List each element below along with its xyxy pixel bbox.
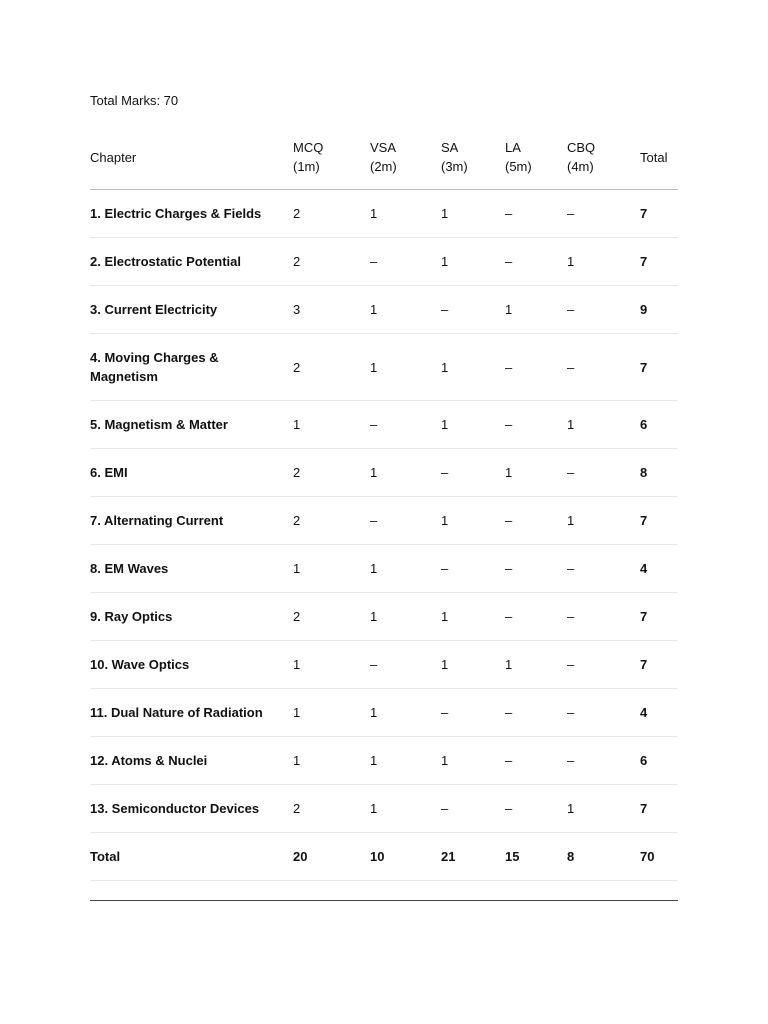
row-cbq: 1 <box>567 785 640 833</box>
row-chapter: 5. Magnetism & Matter <box>90 401 293 449</box>
row-chapter: 9. Ray Optics <box>90 593 293 641</box>
marks-distribution-table <box>90 125 678 881</box>
row-vsa: 1 <box>370 334 441 401</box>
header-cbq-name: CBQ <box>567 140 596 155</box>
row-chapter: 13. Semiconductor Devices <box>90 785 293 833</box>
totals-total: 70 <box>640 833 678 881</box>
header-mcq-name: MCQ <box>293 140 324 155</box>
row-sa: 1 <box>441 737 505 785</box>
row-la: – <box>505 593 567 641</box>
table-row <box>90 545 678 593</box>
row-sa: – <box>441 689 505 737</box>
row-total: 4 <box>640 689 678 737</box>
row-mcq: 3 <box>293 286 370 334</box>
row-chapter: 3. Current Electricity <box>90 286 293 334</box>
row-mcq: 2 <box>293 190 370 238</box>
table-row <box>90 449 678 497</box>
row-mcq: 1 <box>293 641 370 689</box>
row-chapter: 8. EM Waves <box>90 545 293 593</box>
header-mcq-marks: (1m) <box>293 159 320 174</box>
table-row <box>90 497 678 545</box>
row-la: – <box>505 785 567 833</box>
row-total: 7 <box>640 497 678 545</box>
row-sa: 1 <box>441 641 505 689</box>
header-la-marks: (5m) <box>505 159 532 174</box>
row-la: – <box>505 689 567 737</box>
row-chapter: 12. Atoms & Nuclei <box>90 737 293 785</box>
row-la: – <box>505 238 567 286</box>
header-vsa <box>370 125 441 190</box>
row-chapter: 10. Wave Optics <box>90 641 293 689</box>
row-sa: 1 <box>441 497 505 545</box>
header-vsa-name: VSA <box>370 140 397 155</box>
row-vsa: – <box>370 497 441 545</box>
row-la: 1 <box>505 641 567 689</box>
row-total: 7 <box>640 190 678 238</box>
row-chapter: 1. Electric Charges & Fields <box>90 190 293 238</box>
row-la: – <box>505 334 567 401</box>
marks-distribution-table-container <box>90 125 678 881</box>
row-vsa: 1 <box>370 737 441 785</box>
row-cbq: – <box>567 689 640 737</box>
row-la: – <box>505 497 567 545</box>
row-total: 9 <box>640 286 678 334</box>
table-row <box>90 593 678 641</box>
row-vsa: – <box>370 401 441 449</box>
row-total: 7 <box>640 593 678 641</box>
header-vsa-marks: (2m) <box>370 159 397 174</box>
row-vsa: 1 <box>370 449 441 497</box>
row-sa: 1 <box>441 401 505 449</box>
row-total: 7 <box>640 238 678 286</box>
totals-label: Total <box>90 833 293 881</box>
row-la: – <box>505 545 567 593</box>
row-chapter: 4. Moving Charges & Magnetism <box>90 334 293 401</box>
row-la: – <box>505 401 567 449</box>
row-cbq: – <box>567 593 640 641</box>
totals-la: 15 <box>505 833 567 881</box>
row-mcq: 1 <box>293 737 370 785</box>
row-sa: 1 <box>441 334 505 401</box>
row-cbq: – <box>567 190 640 238</box>
row-total: 6 <box>640 401 678 449</box>
row-sa: 1 <box>441 238 505 286</box>
table-row <box>90 334 678 401</box>
row-sa: 1 <box>441 190 505 238</box>
row-vsa: 1 <box>370 689 441 737</box>
bottom-divider <box>90 900 678 901</box>
row-mcq: 2 <box>293 785 370 833</box>
row-chapter: 2. Electrostatic Potential <box>90 238 293 286</box>
row-mcq: 1 <box>293 545 370 593</box>
row-vsa: 1 <box>370 286 441 334</box>
row-chapter: 11. Dual Nature of Radiation <box>90 689 293 737</box>
table-row <box>90 238 678 286</box>
header-sa-marks: (3m) <box>441 159 468 174</box>
header-chapter: Chapter <box>90 125 293 190</box>
totals-cbq: 8 <box>567 833 640 881</box>
table-row <box>90 190 678 238</box>
totals-row <box>90 833 678 881</box>
row-cbq: 1 <box>567 401 640 449</box>
table-header-row <box>90 125 678 190</box>
table-row <box>90 689 678 737</box>
row-la: 1 <box>505 286 567 334</box>
table-row <box>90 401 678 449</box>
row-mcq: 2 <box>293 334 370 401</box>
table-row <box>90 737 678 785</box>
header-total: Total <box>640 125 678 190</box>
row-sa: – <box>441 545 505 593</box>
row-cbq: 1 <box>567 497 640 545</box>
row-mcq: 1 <box>293 689 370 737</box>
header-cbq-marks: (4m) <box>567 159 594 174</box>
row-chapter: 7. Alternating Current <box>90 497 293 545</box>
row-sa: – <box>441 785 505 833</box>
row-la: 1 <box>505 449 567 497</box>
header-sa <box>441 125 505 190</box>
totals-vsa: 10 <box>370 833 441 881</box>
header-cbq <box>567 125 640 190</box>
row-sa: – <box>441 449 505 497</box>
row-vsa: 1 <box>370 593 441 641</box>
table-row <box>90 641 678 689</box>
totals-sa: 21 <box>441 833 505 881</box>
totals-mcq: 20 <box>293 833 370 881</box>
row-cbq: – <box>567 449 640 497</box>
row-total: 7 <box>640 641 678 689</box>
row-mcq: 1 <box>293 401 370 449</box>
header-mcq <box>293 125 370 190</box>
row-vsa: – <box>370 238 441 286</box>
row-mcq: 2 <box>293 593 370 641</box>
row-cbq: – <box>567 334 640 401</box>
table-row <box>90 286 678 334</box>
row-chapter: 6. EMI <box>90 449 293 497</box>
row-vsa: 1 <box>370 545 441 593</box>
row-vsa: 1 <box>370 785 441 833</box>
row-total: 8 <box>640 449 678 497</box>
row-sa: – <box>441 286 505 334</box>
row-la: – <box>505 190 567 238</box>
row-total: 4 <box>640 545 678 593</box>
row-cbq: – <box>567 286 640 334</box>
row-la: – <box>505 737 567 785</box>
row-total: 7 <box>640 334 678 401</box>
header-sa-name: SA <box>441 140 459 155</box>
row-cbq: – <box>567 641 640 689</box>
row-total: 7 <box>640 785 678 833</box>
row-cbq: – <box>567 545 640 593</box>
row-cbq: 1 <box>567 238 640 286</box>
total-marks-label: Total Marks: 70 <box>90 93 179 108</box>
header-la-name: LA <box>505 140 521 155</box>
header-la <box>505 125 567 190</box>
row-vsa: – <box>370 641 441 689</box>
row-total: 6 <box>640 737 678 785</box>
row-sa: 1 <box>441 593 505 641</box>
row-mcq: 2 <box>293 238 370 286</box>
row-cbq: – <box>567 737 640 785</box>
row-mcq: 2 <box>293 497 370 545</box>
row-vsa: 1 <box>370 190 441 238</box>
table-row <box>90 785 678 833</box>
row-mcq: 2 <box>293 449 370 497</box>
